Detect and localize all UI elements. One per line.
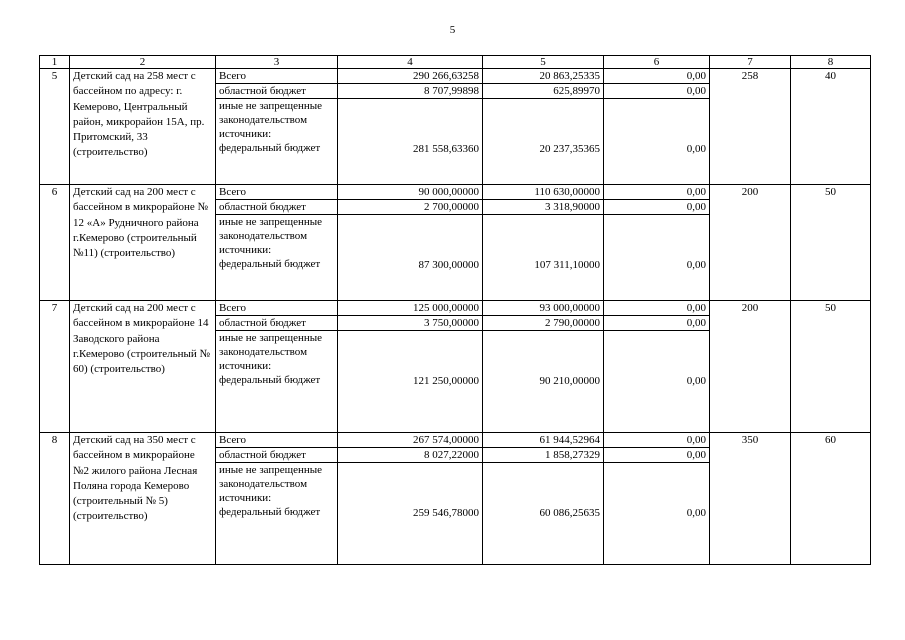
- object-name: Детский сад на 200 мест с бассейном в микрорайоне 14 Заводского района г.Кемерово (строительный № 60) (строительство): [70, 301, 216, 433]
- column-header: 1: [40, 56, 70, 69]
- regional-col5: 3 318,90000: [483, 200, 604, 215]
- federal-col6: 0,00: [604, 463, 710, 565]
- column-header: 8: [791, 56, 871, 69]
- total-col4: 290 266,63258: [338, 69, 483, 84]
- total-col5: 61 944,52964: [483, 433, 604, 448]
- other-sources-label: иные не запрещенные законодательством источники:: [219, 332, 323, 372]
- total-label: Всего: [216, 301, 338, 316]
- object-name: Детский сад на 200 мест с бассейном в микрорайоне № 12 «А» Рудничного района г.Кемерово (строительный №11) (строительство): [70, 185, 216, 301]
- regional-label: областной бюджет: [216, 84, 338, 99]
- column-header: 2: [70, 56, 216, 69]
- federal-col5: 107 311,10000: [483, 215, 604, 301]
- total-col6: 0,00: [604, 185, 710, 200]
- total-col6: 0,00: [604, 433, 710, 448]
- total-col5: 93 000,00000: [483, 301, 604, 316]
- federal-col4: 259 546,78000: [338, 463, 483, 565]
- regional-label: областной бюджет: [216, 316, 338, 331]
- federal-label: федеральный бюджет: [219, 142, 321, 154]
- regional-col6: 0,00: [604, 448, 710, 463]
- federal-col6: 0,00: [604, 215, 710, 301]
- federal-col5: 90 210,00000: [483, 331, 604, 433]
- total-col4: 267 574,00000: [338, 433, 483, 448]
- federal-col4: 87 300,00000: [338, 215, 483, 301]
- other-sources-label: иные не запрещенные законодательством источники:: [219, 100, 323, 140]
- regional-col5: 2 790,00000: [483, 316, 604, 331]
- federal-label: федеральный бюджет: [219, 374, 321, 386]
- column-header: 3: [216, 56, 338, 69]
- table-row: [40, 69, 871, 84]
- sources-cell: [216, 215, 338, 301]
- federal-col4: 281 558,63360: [338, 99, 483, 185]
- sources-cell: [216, 99, 338, 185]
- regional-col5: 625,89970: [483, 84, 604, 99]
- col8-value: 40: [791, 69, 871, 185]
- federal-col6: 0,00: [604, 99, 710, 185]
- column-header: 6: [604, 56, 710, 69]
- total-col6: 0,00: [604, 301, 710, 316]
- regional-col4: 8 027,22000: [338, 448, 483, 463]
- col8-value: 50: [791, 185, 871, 301]
- regional-col6: 0,00: [604, 316, 710, 331]
- total-col4: 90 000,00000: [338, 185, 483, 200]
- column-header: 5: [483, 56, 604, 69]
- regional-col4: 2 700,00000: [338, 200, 483, 215]
- sources-cell: [216, 463, 338, 565]
- table-row: [40, 185, 871, 200]
- row-number: 5: [40, 69, 70, 185]
- regional-col4: 3 750,00000: [338, 316, 483, 331]
- col7-value: 350: [710, 433, 791, 565]
- object-name: Детский сад на 258 мест с бассейном по адресу: г. Кемерово, Центральный район, микрорайон 15А, пр. Притомский, 33 (строительство): [70, 69, 216, 185]
- total-label: Всего: [216, 433, 338, 448]
- regional-col5: 1 858,27329: [483, 448, 604, 463]
- column-header-row: [40, 56, 871, 69]
- col7-value: 258: [710, 69, 791, 185]
- total-col4: 125 000,00000: [338, 301, 483, 316]
- sources-cell: [216, 331, 338, 433]
- total-label: Всего: [216, 185, 338, 200]
- page-number: 5: [449, 24, 456, 36]
- total-col5: 20 863,25335: [483, 69, 604, 84]
- col7-value: 200: [710, 301, 791, 433]
- other-sources-label: иные не запрещенные законодательством источники:: [219, 464, 323, 504]
- total-label: Всего: [216, 69, 338, 84]
- column-header: 7: [710, 56, 791, 69]
- col8-value: 60: [791, 433, 871, 565]
- total-col5: 110 630,00000: [483, 185, 604, 200]
- row-number: 6: [40, 185, 70, 301]
- federal-label: федеральный бюджет: [219, 506, 321, 518]
- data-table: [39, 55, 871, 565]
- federal-col5: 60 086,25635: [483, 463, 604, 565]
- federal-col6: 0,00: [604, 331, 710, 433]
- table-row: [40, 433, 871, 448]
- federal-col4: 121 250,00000: [338, 331, 483, 433]
- object-name: Детский сад на 350 мест с бассейном в микрорайоне №2 жилого района Лесная Поляна города Кемерово (строительный № 5) (строительство): [70, 433, 216, 565]
- federal-label: федеральный бюджет: [219, 258, 321, 270]
- federal-col5: 20 237,35365: [483, 99, 604, 185]
- table-row: [40, 301, 871, 316]
- regional-col4: 8 707,99898: [338, 84, 483, 99]
- row-number: 8: [40, 433, 70, 565]
- total-col6: 0,00: [604, 69, 710, 84]
- regional-col6: 0,00: [604, 200, 710, 215]
- regional-label: областной бюджет: [216, 200, 338, 215]
- other-sources-label: иные не запрещенные законодательством источники:: [219, 216, 323, 256]
- col8-value: 50: [791, 301, 871, 433]
- regional-label: областной бюджет: [216, 448, 338, 463]
- row-number: 7: [40, 301, 70, 433]
- regional-col6: 0,00: [604, 84, 710, 99]
- col7-value: 200: [710, 185, 791, 301]
- column-header: 4: [338, 56, 483, 69]
